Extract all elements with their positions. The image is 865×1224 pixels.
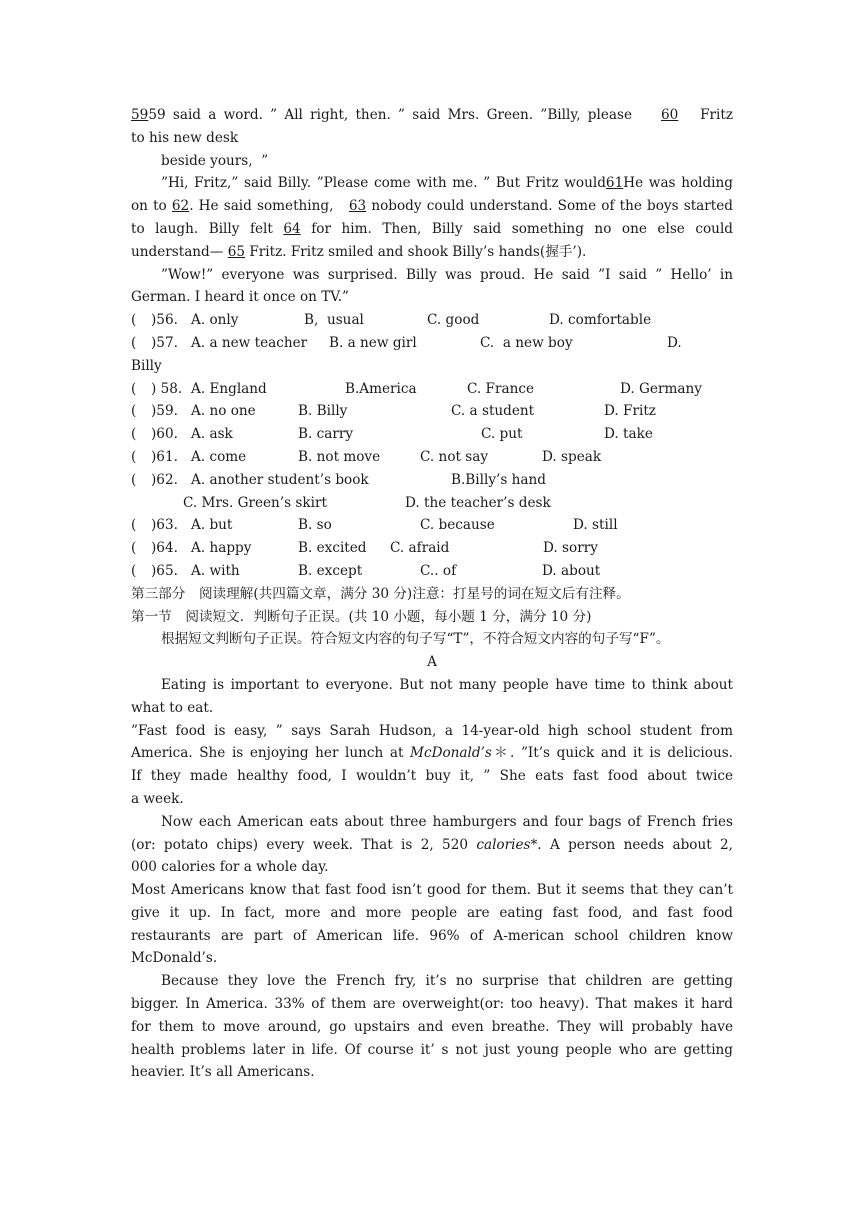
option-b: B. except: [298, 562, 363, 579]
option-a: A. England: [191, 380, 267, 397]
story-line-8: ”Wow!” everyone was surprised. Billy was proud. He said ”I said ” Hello’ in: [161, 266, 733, 283]
option-c: C. a student: [451, 403, 535, 420]
story-line-5: on to 62. He said something, 63 nobody could understand. Some of the boys started: [131, 198, 733, 215]
story-line-1: [131, 104, 733, 127]
option-b: B. Billy: [298, 403, 348, 420]
option-d: D. the teacher’s desk: [405, 494, 551, 511]
option-d: D. about: [542, 562, 601, 579]
option-b: B.Billy’s hand: [451, 471, 546, 488]
option-d: D. still: [573, 517, 618, 534]
passage-line: health problems later in life. Of course it’ s not just young people who are getting: [131, 1041, 733, 1058]
question-60: ( )60. A. ask B. carry C. put D. take: [131, 423, 733, 446]
passage-label: A: [427, 654, 437, 671]
passage-line: If they made healthy food, I wouldn’t buy it, ” She eats fast food about twice: [131, 768, 733, 785]
option-a: A. another student’s book: [191, 471, 369, 488]
story-line-9: German. I heard it once on TV.”: [131, 289, 349, 306]
question-59: ( )59. A. no one B. Billy C. a student D. Fritz: [131, 400, 733, 423]
passage-line: (or: potato chips) every week. That is 2, 520 calories*. A person needs about 2,: [131, 836, 734, 853]
blank-65: 65: [227, 243, 245, 260]
option-a: A. come: [191, 448, 247, 465]
passage-line: give it up. In fact, more and more people are eating fast food, and fast food: [131, 904, 733, 921]
option-a: A. a new teacher: [191, 334, 308, 351]
option-c: C. because: [420, 517, 495, 534]
option-a: A. with: [191, 562, 240, 579]
option-a: A. no one: [191, 403, 256, 420]
option-c: C.. of: [420, 562, 457, 579]
option-b: B. so: [298, 517, 332, 534]
option-a: A. only: [191, 312, 239, 329]
passage-line: for them to move around, go upstairs and even breathe. They will probably have: [131, 1018, 733, 1035]
story-text: 59 said a word. ” All right, then. ” said Mrs. Green. ”Billy, please: [148, 107, 633, 123]
option-c: C. good: [427, 312, 480, 329]
option-b: B. carry: [298, 426, 354, 443]
option-d: D. take: [604, 426, 653, 443]
blank-64: 64: [283, 220, 301, 237]
option-b: B. excited: [298, 540, 367, 557]
passage-line: what to eat.: [131, 699, 214, 716]
story-line-4: ”Hi, Fritz,” said Billy. ”Please come with me. ” But Fritz would61He was holding: [161, 175, 733, 192]
option-b: B. not move: [298, 448, 381, 465]
option-d: D. speak: [542, 448, 602, 465]
section-heading-sec1: 第一节 阅读短文．判断句子正误。(共 10 小题，每小题 1 分，满分 10 分): [131, 608, 592, 625]
passage-line: Now each American eats about three hamburgers and four bags of French fries: [161, 813, 733, 830]
passage-line: restaurants are part of American life. 96% of A-merican school children know: [131, 927, 733, 944]
document-page: [131, 104, 733, 1084]
blank-61: 61: [605, 175, 624, 192]
option-d: D. comfortable: [549, 312, 652, 329]
option-d: D. Fritz: [604, 403, 656, 420]
story-line-7: understand— 65 Fritz. Fritz smiled and shook Billy’s hands(握手’).: [131, 243, 587, 260]
option-d: D. Germany: [620, 380, 702, 397]
passage-line: Because they love the French fry, it’s no surprise that children are getting: [161, 973, 733, 990]
passage-line: Eating is important to everyone. But not many people have time to think about: [161, 676, 733, 693]
option-c: C. put: [481, 426, 523, 443]
blank-62: 62: [171, 198, 190, 215]
story-line-2: to his new desk: [131, 129, 239, 146]
option-b: B. a new girl: [329, 334, 417, 351]
question-64: ( )64. A. happy B. excited C. afraid D. sorry: [131, 537, 733, 560]
passage-line: heavier. It’s all Americans.: [131, 1064, 315, 1081]
passage-line: McDonald’s.: [131, 950, 218, 967]
option-a: A. happy: [191, 540, 252, 557]
question-65: ( )65. A. with B. except C.. of D. about: [131, 560, 733, 583]
blank-59: 59: [131, 107, 149, 123]
option-c: C. afraid: [390, 540, 450, 557]
option-a: A. but: [191, 517, 233, 534]
passage-line: 000 calories for a whole day.: [131, 859, 329, 876]
passage-line: bigger. In America. 33% of them are overweight(or: too heavy). That makes it hard: [131, 996, 733, 1013]
story-line-6: to laugh. Billy felt 64 for him. Then, Billy said something no one else could: [131, 220, 733, 237]
option-c: C. not say: [420, 448, 489, 465]
option-a: A. ask: [191, 426, 233, 443]
blank-63: 63: [348, 198, 367, 215]
mcdonalds-italic: McDonald’s: [410, 745, 492, 762]
calories-italic: calories: [476, 836, 531, 853]
option-c: C. France: [467, 380, 535, 397]
section-instructions: 根据短文判断句子正误。符合短文内容的句子写“T”，不符合短文内容的句子写“F”。: [161, 631, 670, 648]
question-62: ( )62. A. another student’s book B.Billy’s hand: [131, 469, 733, 492]
question-57: ( )57. A. a new teacher B. a new girl C. a new boy D.: [131, 332, 733, 355]
question-58: ( ) 58. A. England B.America C. France D. Germany: [131, 378, 733, 401]
question-56: ( )56. A. only B, usual C. good D. comfortable: [131, 309, 733, 332]
question-61: ( )61. A. come B. not move C. not say D. speak: [131, 446, 733, 469]
passage-line: a week.: [131, 790, 184, 807]
option-b: B, usual: [304, 312, 364, 329]
option-c: C. Mrs. Green’s skirt: [183, 494, 327, 511]
question-62-continued: [131, 492, 733, 515]
passage-line: ”Fast food is easy, ” says Sarah Hudson, a 14-year-old high school student from: [131, 722, 733, 739]
story-line-3: beside yours, ”: [161, 152, 269, 169]
question-57-continued: Billy: [131, 357, 162, 374]
question-63: ( )63. A. but B. so C. because D. still: [131, 514, 733, 537]
option-c: C. a new boy: [480, 334, 573, 351]
section-heading-part3: 第三部分 阅读理解(共四篇文章，满分 30 分)注意：打星号的词在短文后有注释。: [131, 585, 630, 602]
blank-60: 60: [661, 107, 679, 123]
option-b: B.America: [345, 380, 417, 397]
passage-line: America. She is enjoying her lunch at McDonald’s＊. ”It’s quick and it is delicious.: [131, 745, 733, 762]
option-d: D. sorry: [543, 540, 598, 557]
story-text: Fritz: [700, 107, 733, 123]
option-d: D.: [667, 334, 682, 351]
passage-line: Most Americans know that fast food isn’t good for them. But it seems that they can’t: [131, 882, 733, 899]
